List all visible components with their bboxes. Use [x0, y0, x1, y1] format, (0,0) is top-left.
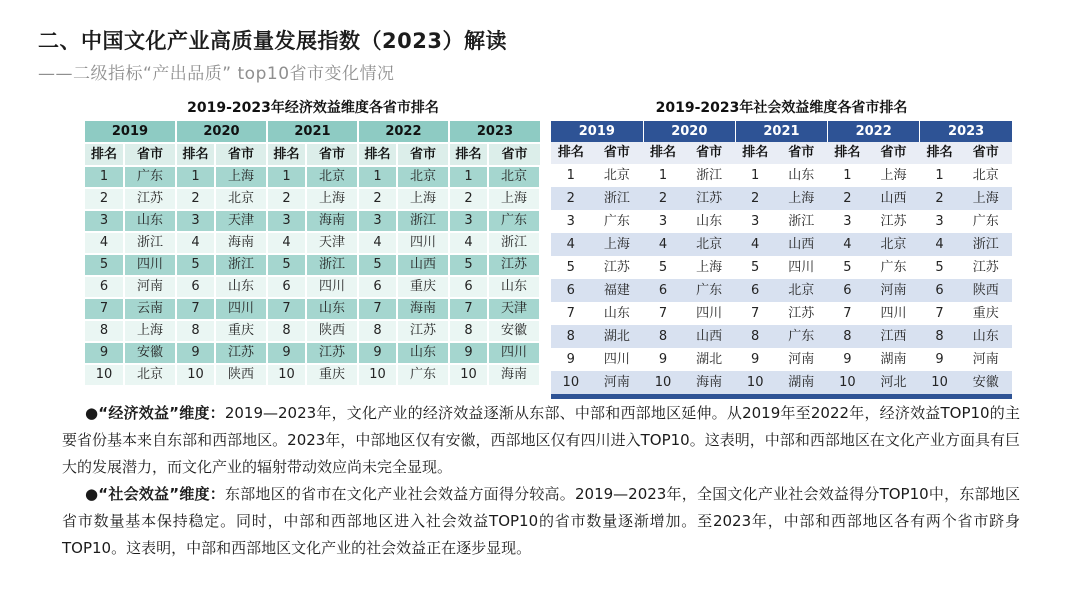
- rank-cell: 5: [735, 256, 775, 279]
- province-cell: 湖北: [683, 348, 736, 371]
- province-cell: 山东: [775, 164, 828, 187]
- province-cell: 上海: [397, 188, 449, 210]
- province-cell: 浙江: [124, 232, 176, 254]
- province-cell: 江苏: [488, 254, 540, 276]
- social-ranking-table: [551, 121, 1012, 399]
- province-cell: 上海: [683, 256, 736, 279]
- rank-row: [551, 233, 1012, 256]
- province-cell: 四川: [488, 342, 540, 364]
- province-cell: 广东: [488, 210, 540, 232]
- rank-cell: 6: [920, 279, 960, 302]
- rank-cell: 3: [920, 210, 960, 233]
- province-cell: 江苏: [215, 342, 267, 364]
- rank-cell: 7: [920, 302, 960, 325]
- rank-cell: 7: [176, 298, 215, 320]
- year-header-cell: 2022: [828, 121, 920, 142]
- province-cell: 安徽: [124, 342, 176, 364]
- rank-row: [551, 187, 1012, 210]
- rank-cell: 10: [920, 371, 960, 397]
- province-cell: 天津: [306, 232, 358, 254]
- rank-cell: 2: [735, 187, 775, 210]
- province-cell: 浙江: [306, 254, 358, 276]
- rank-col-header: 排名: [735, 142, 775, 164]
- province-cell: 浙江: [397, 210, 449, 232]
- province-cell: 浙江: [959, 233, 1012, 256]
- province-cell: 山东: [959, 325, 1012, 348]
- province-cell: 四川: [775, 256, 828, 279]
- rank-row: [85, 320, 540, 342]
- province-cell: 江苏: [775, 302, 828, 325]
- rank-cell: 4: [85, 232, 124, 254]
- rank-col-header: 排名: [551, 142, 591, 164]
- year-header-cell: 2021: [735, 121, 827, 142]
- province-cell: 江苏: [591, 256, 644, 279]
- province-cell: 广东: [124, 166, 176, 188]
- rank-col-header: 排名: [267, 143, 306, 166]
- province-cell: 四川: [215, 298, 267, 320]
- province-cell: 重庆: [306, 364, 358, 386]
- province-cell: 浙江: [215, 254, 267, 276]
- rank-cell: 5: [176, 254, 215, 276]
- rank-cell: 9: [267, 342, 306, 364]
- province-cell: 海南: [683, 371, 736, 397]
- province-cell: 浙江: [488, 232, 540, 254]
- rank-cell: 1: [85, 166, 124, 188]
- rank-cell: 8: [449, 320, 488, 342]
- rank-cell: 2: [828, 187, 868, 210]
- rank-cell: 2: [267, 188, 306, 210]
- rank-cell: 9: [85, 342, 124, 364]
- province-cell: 山西: [867, 187, 920, 210]
- province-cell: 广东: [397, 364, 449, 386]
- province-cell: 广东: [683, 279, 736, 302]
- province-cell: 北京: [683, 233, 736, 256]
- rank-cell: 6: [176, 276, 215, 298]
- province-cell: 上海: [591, 233, 644, 256]
- province-cell: 广东: [775, 325, 828, 348]
- note-economic-text: 2019—2023年，文化产业的经济效益逐渐从东部、中部和西部地区延伸。从2019年至2022年，经济效益TOP10的主要省份基本来自东部和西部地区。2023年，中部地区仅有安徽，西部地区仅有四川进入TOP10。这表明，中部和西部地区在文化产业方面具有巨大的发展潜力，而文化产业的辐射带动效应尚未完全显现。: [62, 404, 1020, 476]
- province-cell: 北京: [124, 364, 176, 386]
- rank-row: [551, 302, 1012, 325]
- province-col-header: 省市: [306, 143, 358, 166]
- province-cell: 山东: [683, 210, 736, 233]
- province-cell: 江苏: [124, 188, 176, 210]
- year-header-cell: 2019: [85, 121, 176, 143]
- rank-cell: 3: [828, 210, 868, 233]
- province-cell: 北京: [306, 166, 358, 188]
- province-cell: 河北: [867, 371, 920, 397]
- province-cell: 上海: [215, 166, 267, 188]
- rank-cell: 7: [267, 298, 306, 320]
- social-benefit-section: [551, 99, 1012, 399]
- rank-col-header: 排名: [643, 142, 683, 164]
- note-social-text: 东部地区的省市在文化产业社会效益方面得分较高。2019—2023年，全国文化产业社会效益得分TOP10中，东部地区省市数量基本保持稳定。同时，中部和西部地区进入社会效益TOP10的省市数量逐渐增加。至2023年，中部和西部地区各有两个省市跻身TOP10。这表明，中部和西部地区文化产业的社会效益正在逐步显现。: [62, 485, 1020, 557]
- rank-col-header: 排名: [176, 143, 215, 166]
- province-cell: 上海: [959, 187, 1012, 210]
- rank-cell: 8: [176, 320, 215, 342]
- province-col-header: 省市: [397, 143, 449, 166]
- province-cell: 江苏: [306, 342, 358, 364]
- rank-row: [85, 188, 540, 210]
- rank-row: [85, 342, 540, 364]
- note-social-lead: ●“社会效益”维度：: [85, 485, 225, 503]
- rank-cell: 2: [643, 187, 683, 210]
- rank-cell: 10: [551, 371, 591, 397]
- rank-col-header: 排名: [358, 143, 397, 166]
- province-cell: 上海: [488, 188, 540, 210]
- rank-cell: 3: [176, 210, 215, 232]
- rank-cell: 1: [449, 166, 488, 188]
- rank-cell: 3: [85, 210, 124, 232]
- province-cell: 湖南: [775, 371, 828, 397]
- rank-cell: 1: [176, 166, 215, 188]
- province-col-header: 省市: [775, 142, 828, 164]
- rank-row: [85, 364, 540, 386]
- province-col-header: 省市: [683, 142, 736, 164]
- province-cell: 海南: [306, 210, 358, 232]
- rank-row: [85, 232, 540, 254]
- rank-cell: 5: [358, 254, 397, 276]
- year-header-row: [551, 121, 1012, 142]
- rank-cell: 9: [643, 348, 683, 371]
- rank-cell: 6: [551, 279, 591, 302]
- rank-row: [551, 325, 1012, 348]
- province-cell: 四川: [591, 348, 644, 371]
- slide-header: [38, 25, 507, 84]
- rank-cell: 1: [551, 164, 591, 187]
- rank-row: [551, 348, 1012, 371]
- rank-row: [551, 256, 1012, 279]
- rank-cell: 10: [176, 364, 215, 386]
- rank-cell: 9: [551, 348, 591, 371]
- province-cell: 山西: [775, 233, 828, 256]
- rank-row: [551, 371, 1012, 397]
- province-cell: 湖北: [591, 325, 644, 348]
- province-cell: 上海: [775, 187, 828, 210]
- rank-cell: 10: [85, 364, 124, 386]
- province-cell: 重庆: [215, 320, 267, 342]
- rank-cell: 4: [828, 233, 868, 256]
- province-cell: 四川: [124, 254, 176, 276]
- province-cell: 浙江: [591, 187, 644, 210]
- rank-cell: 3: [551, 210, 591, 233]
- rank-cell: 4: [176, 232, 215, 254]
- year-header-cell: 2019: [551, 121, 643, 142]
- rank-cell: 9: [828, 348, 868, 371]
- rank-row: [551, 210, 1012, 233]
- rank-cell: 7: [551, 302, 591, 325]
- province-cell: 江苏: [867, 210, 920, 233]
- province-cell: 山东: [488, 276, 540, 298]
- rank-cell: 2: [449, 188, 488, 210]
- year-header-cell: 2023: [920, 121, 1012, 142]
- rank-cell: 10: [358, 364, 397, 386]
- rank-cell: 5: [267, 254, 306, 276]
- province-cell: 陕西: [306, 320, 358, 342]
- rank-cell: 1: [828, 164, 868, 187]
- rank-cell: 10: [643, 371, 683, 397]
- rank-cell: 9: [449, 342, 488, 364]
- province-cell: 重庆: [959, 302, 1012, 325]
- rank-cell: 8: [920, 325, 960, 348]
- province-cell: 北京: [959, 164, 1012, 187]
- rank-cell: 7: [358, 298, 397, 320]
- rank-cell: 8: [267, 320, 306, 342]
- year-header-row: [85, 121, 540, 143]
- province-cell: 四川: [683, 302, 736, 325]
- year-header-cell: 2023: [449, 121, 540, 143]
- province-cell: 山西: [397, 254, 449, 276]
- economic-benefit-section: [85, 99, 541, 387]
- rank-cell: 2: [176, 188, 215, 210]
- province-cell: 北京: [775, 279, 828, 302]
- economic-ranking-table: [85, 121, 541, 387]
- province-cell: 天津: [215, 210, 267, 232]
- province-cell: 北京: [397, 166, 449, 188]
- rank-row: [85, 298, 540, 320]
- province-cell: 安徽: [488, 320, 540, 342]
- rank-cell: 6: [85, 276, 124, 298]
- note-economic-lead: ●“经济效益”维度：: [85, 404, 225, 422]
- rank-cell: 4: [358, 232, 397, 254]
- rank-row: [551, 164, 1012, 187]
- rank-row: [85, 276, 540, 298]
- rank-cell: 7: [735, 302, 775, 325]
- province-cell: 四川: [397, 232, 449, 254]
- rank-cell: 2: [920, 187, 960, 210]
- rank-row: [85, 210, 540, 232]
- note-social: [62, 481, 1020, 562]
- province-cell: 河南: [124, 276, 176, 298]
- province-cell: 海南: [488, 364, 540, 386]
- rank-cell: 3: [643, 210, 683, 233]
- rank-cell: 8: [735, 325, 775, 348]
- column-header-row: [85, 143, 540, 166]
- province-cell: 重庆: [397, 276, 449, 298]
- province-cell: 河南: [591, 371, 644, 397]
- rank-cell: 10: [267, 364, 306, 386]
- province-cell: 江苏: [397, 320, 449, 342]
- rank-cell: 4: [449, 232, 488, 254]
- rank-cell: 6: [449, 276, 488, 298]
- rank-cell: 7: [828, 302, 868, 325]
- province-cell: 山东: [306, 298, 358, 320]
- rank-col-header: 排名: [920, 142, 960, 164]
- rank-cell: 5: [643, 256, 683, 279]
- province-cell: 山东: [124, 210, 176, 232]
- rank-cell: 9: [920, 348, 960, 371]
- province-cell: 上海: [306, 188, 358, 210]
- rank-cell: 3: [358, 210, 397, 232]
- year-header-cell: 2020: [643, 121, 735, 142]
- social-table-title: 2019-2023年社会效益维度各省市排名: [655, 100, 908, 116]
- province-cell: 河南: [867, 279, 920, 302]
- rank-cell: 5: [828, 256, 868, 279]
- rank-cell: 3: [449, 210, 488, 232]
- province-cell: 山东: [215, 276, 267, 298]
- rank-cell: 9: [176, 342, 215, 364]
- province-cell: 陕西: [215, 364, 267, 386]
- rank-col-header: 排名: [828, 142, 868, 164]
- province-col-header: 省市: [488, 143, 540, 166]
- rank-col-header: 排名: [85, 143, 124, 166]
- province-cell: 海南: [397, 298, 449, 320]
- province-cell: 天津: [488, 298, 540, 320]
- rank-cell: 4: [920, 233, 960, 256]
- province-cell: 山东: [397, 342, 449, 364]
- rank-cell: 10: [828, 371, 868, 397]
- rank-cell: 4: [735, 233, 775, 256]
- rank-cell: 7: [643, 302, 683, 325]
- slide-title: 二、中国文化产业高质量发展指数（2023）解读: [38, 29, 507, 53]
- province-cell: 山东: [591, 302, 644, 325]
- rank-row: [85, 254, 540, 276]
- province-cell: 江苏: [959, 256, 1012, 279]
- rank-cell: 6: [735, 279, 775, 302]
- rank-cell: 10: [735, 371, 775, 397]
- rank-cell: 4: [551, 233, 591, 256]
- province-cell: 福建: [591, 279, 644, 302]
- province-cell: 北京: [488, 166, 540, 188]
- rank-cell: 2: [85, 188, 124, 210]
- province-cell: 广东: [867, 256, 920, 279]
- rank-cell: 7: [85, 298, 124, 320]
- slide-subtitle: ——二级指标“产出品质” top10省市变化情况: [38, 64, 395, 84]
- province-cell: 河南: [775, 348, 828, 371]
- province-cell: 北京: [215, 188, 267, 210]
- rank-row: [551, 279, 1012, 302]
- province-cell: 河南: [959, 348, 1012, 371]
- rank-row: [85, 166, 540, 188]
- rank-cell: 8: [643, 325, 683, 348]
- rank-cell: 9: [735, 348, 775, 371]
- province-cell: 江西: [867, 325, 920, 348]
- rank-cell: 5: [551, 256, 591, 279]
- province-cell: 山西: [683, 325, 736, 348]
- rank-cell: 6: [358, 276, 397, 298]
- province-col-header: 省市: [591, 142, 644, 164]
- province-cell: 北京: [867, 233, 920, 256]
- province-col-header: 省市: [959, 142, 1012, 164]
- province-cell: 安徽: [959, 371, 1012, 397]
- province-cell: 浙江: [775, 210, 828, 233]
- province-cell: 海南: [215, 232, 267, 254]
- rank-cell: 7: [449, 298, 488, 320]
- rank-cell: 4: [267, 232, 306, 254]
- rank-cell: 1: [735, 164, 775, 187]
- province-col-header: 省市: [867, 142, 920, 164]
- province-cell: 江苏: [683, 187, 736, 210]
- province-col-header: 省市: [124, 143, 176, 166]
- province-cell: 云南: [124, 298, 176, 320]
- rank-cell: 4: [643, 233, 683, 256]
- rank-cell: 6: [828, 279, 868, 302]
- rank-cell: 1: [643, 164, 683, 187]
- rank-cell: 5: [920, 256, 960, 279]
- rank-cell: 8: [358, 320, 397, 342]
- rank-col-header: 排名: [449, 143, 488, 166]
- province-cell: 上海: [124, 320, 176, 342]
- province-cell: 四川: [867, 302, 920, 325]
- rank-cell: 5: [85, 254, 124, 276]
- rank-cell: 8: [828, 325, 868, 348]
- note-economic: [62, 400, 1020, 481]
- province-cell: 广东: [959, 210, 1012, 233]
- economic-table-title: 2019-2023年经济效益维度各省市排名: [187, 100, 439, 116]
- year-header-cell: 2021: [267, 121, 358, 143]
- analysis-notes: [62, 400, 1020, 562]
- rank-cell: 1: [920, 164, 960, 187]
- rank-cell: 9: [358, 342, 397, 364]
- province-cell: 浙江: [683, 164, 736, 187]
- province-col-header: 省市: [215, 143, 267, 166]
- rank-cell: 5: [449, 254, 488, 276]
- province-cell: 四川: [306, 276, 358, 298]
- rank-cell: 3: [735, 210, 775, 233]
- rank-cell: 6: [267, 276, 306, 298]
- province-cell: 北京: [591, 164, 644, 187]
- column-header-row: [551, 142, 1012, 164]
- rank-cell: 8: [551, 325, 591, 348]
- rank-cell: 3: [267, 210, 306, 232]
- rank-cell: 2: [551, 187, 591, 210]
- rank-cell: 8: [85, 320, 124, 342]
- rank-cell: 1: [267, 166, 306, 188]
- year-header-cell: 2022: [358, 121, 449, 143]
- year-header-cell: 2020: [176, 121, 267, 143]
- province-cell: 广东: [591, 210, 644, 233]
- province-cell: 上海: [867, 164, 920, 187]
- rank-cell: 10: [449, 364, 488, 386]
- rank-cell: 2: [358, 188, 397, 210]
- province-cell: 陕西: [959, 279, 1012, 302]
- rank-cell: 1: [358, 166, 397, 188]
- rank-cell: 6: [643, 279, 683, 302]
- province-cell: 湖南: [867, 348, 920, 371]
